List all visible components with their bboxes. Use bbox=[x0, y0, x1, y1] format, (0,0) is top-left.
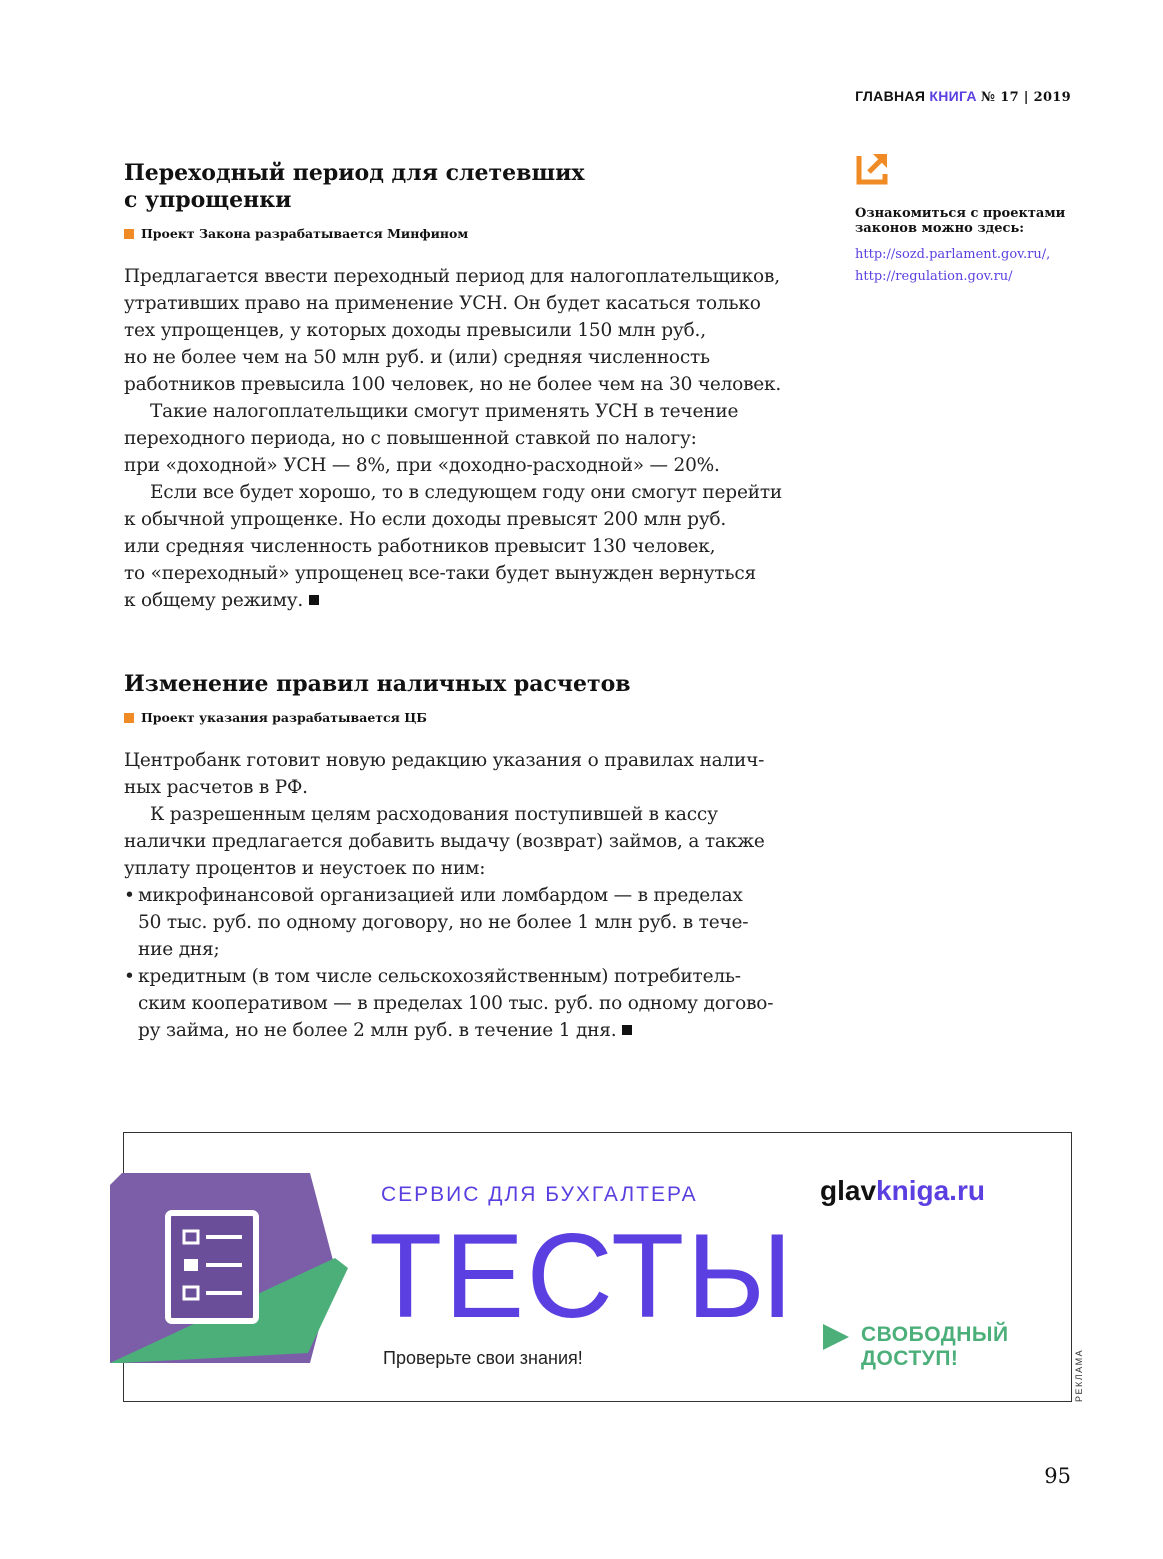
sidebar-text: Ознакомиться с проектами законов можно здесь: bbox=[855, 206, 1066, 236]
orange-square-icon bbox=[124, 713, 134, 723]
ad-headline: ТЕСТЫ bbox=[369, 1209, 795, 1343]
section1-tag: Проект Закона разрабатывается Минфином bbox=[124, 226, 804, 241]
bullet-icon: • bbox=[124, 885, 135, 906]
section2-body: Центробанк готовит новую редакцию указания о правилах налич- ных расчетов в РФ. К разрешенным целям расходования поступившей в кассу налички предлагается добавить выдачу (возврат) займов, а также уплату процентов и неустоек по ним: • микрофинансовой организацией или ломбардом — в пределах 50 тыс. руб. по одному договору, но не более 1 млн руб. в тече- ние дня; • кредитным (в том числе сельскохозяйственным) потребитель- ским кооперативом — в пределах 100 тыс. руб. по одному догово- ру займа, но не более 2 млн руб. в течение 1 дня. bbox=[124, 747, 804, 1044]
end-mark-icon bbox=[622, 1025, 632, 1035]
issue-number: № 17 | 2019 bbox=[980, 90, 1071, 105]
brand-name-part2: КНИГА bbox=[929, 88, 977, 104]
play-arrow-icon bbox=[823, 1324, 849, 1350]
sidebar-note bbox=[855, 150, 1070, 288]
link-sozd[interactable]: http://sozd.parlament.gov.ru/, bbox=[855, 247, 1051, 262]
ad-label: РЕКЛАМА bbox=[1074, 1348, 1084, 1402]
ad-service-label: СЕРВИС ДЛЯ БУХГАЛТЕРА bbox=[381, 1183, 698, 1206]
checklist-emblem-icon bbox=[110, 1173, 350, 1368]
sidebar-links bbox=[855, 244, 1070, 288]
magazine-header bbox=[855, 88, 1071, 105]
section1-title: Переходный период для слетевших с упрощенки bbox=[124, 160, 585, 213]
brand-name-part1: ГЛАВНАЯ bbox=[855, 88, 926, 104]
ad-site-logo[interactable]: glavkniga.ru bbox=[820, 1175, 985, 1206]
link-regulation[interactable]: http://regulation.gov.ru/ bbox=[855, 269, 1013, 284]
list-item: • кредитным (в том числе сельскохозяйственным) потребитель- ским кооперативом — в пределах 100 тыс. руб. по одному догово- ру займа, но не более 2 млн руб. в течение 1 дня. bbox=[124, 963, 804, 1044]
orange-square-icon bbox=[124, 229, 134, 239]
end-mark-icon bbox=[309, 595, 319, 605]
bullet-icon: • bbox=[124, 966, 135, 987]
section1-body: Предлагается ввести переходный период для налогоплательщиков, утративших право на применение УСН. Он будет касаться только тех упрощенцев, у которых доходы превысили 150 млн руб., но не более чем на 50 млн руб. и (или) средняя численность работников превысила 100 человек, но не более чем на 30 человек. Такие налогоплательщики смогут применять УСН в течение переходного периода, но с повышенной ставкой по налогу: при «доходной» УСН — 8%, при «доходно-расходной» — 20%. Если все будет хорошо, то в следующем году они смогут перейти к обычной упрощенке. Но если доходы превысят 200 млн руб. или средняя численность работников превысит 130 человек, то «переходный» упрощенец все-таки будет вынужден вернуться к общему режиму. bbox=[124, 266, 782, 611]
main-column bbox=[124, 160, 804, 1044]
advertisement-banner[interactable] bbox=[123, 1132, 1072, 1402]
list-item: • микрофинансовой организацией или ломбардом — в пределах 50 тыс. руб. по одному договору, но не более 1 млн руб. в тече- ние дня; bbox=[124, 882, 804, 963]
ad-subtitle: Проверьте свои знания! bbox=[383, 1348, 583, 1368]
free-access-label[interactable]: СВОБОДНЫЙ ДОСТУП! bbox=[861, 1323, 1009, 1370]
section2-tag: Проект указания разрабатывается ЦБ bbox=[124, 710, 804, 725]
page-number: 95 bbox=[1044, 1464, 1071, 1488]
section2-title: Изменение правил наличных расчетов bbox=[124, 671, 631, 697]
external-link-icon bbox=[855, 150, 891, 186]
